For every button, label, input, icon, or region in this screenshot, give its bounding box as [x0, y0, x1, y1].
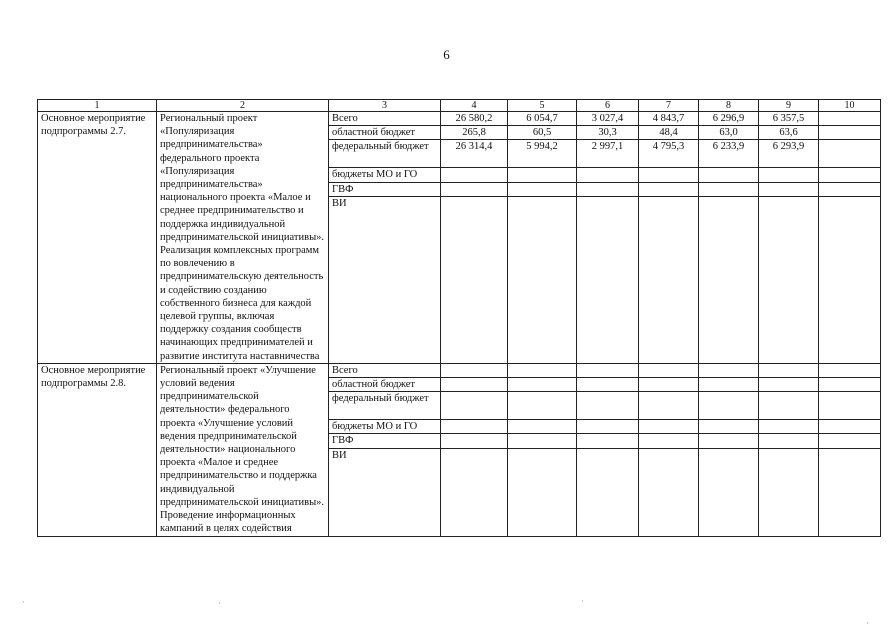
- value-cell: [759, 378, 819, 392]
- value-cell: 26 580,2: [441, 112, 508, 126]
- value-cell: [759, 448, 819, 536]
- value-cell: [759, 168, 819, 182]
- value-cell: [508, 420, 577, 434]
- value-cell: [759, 363, 819, 377]
- value-cell: [577, 420, 639, 434]
- value-cell: [508, 378, 577, 392]
- value-cell: [759, 434, 819, 448]
- value-cell: [699, 448, 759, 536]
- value-cell: [819, 182, 881, 196]
- column-header: 9: [759, 100, 819, 112]
- table-row: [38, 363, 881, 377]
- value-cell: 30,3: [577, 126, 639, 140]
- scan-speck: ·: [581, 596, 584, 606]
- funding-source: бюджеты МО и ГО: [329, 420, 441, 434]
- value-cell: [508, 196, 577, 363]
- value-cell: [577, 363, 639, 377]
- value-cell: [577, 448, 639, 536]
- value-cell: [508, 434, 577, 448]
- value-cell: [819, 126, 881, 140]
- value-cell: [819, 196, 881, 363]
- value-cell: [699, 378, 759, 392]
- value-cell: [819, 434, 881, 448]
- value-cell: [699, 363, 759, 377]
- scan-speck: ·: [866, 618, 869, 628]
- value-cell: [577, 378, 639, 392]
- column-header: 1: [38, 100, 157, 112]
- page-number: 6: [443, 47, 450, 62]
- value-cell: [759, 420, 819, 434]
- funding-source: Всего: [329, 112, 441, 126]
- value-cell: [577, 434, 639, 448]
- value-cell: [819, 168, 881, 182]
- project-description-cell: Региональный проект «Популяризация предпринимательства» федерального проекта «Популяризация предпринимательства» национального проекта «Малое и среднее предпринимательство и поддержка индивидуальной предпринимательской инициативы». Реализация комплексных программ по вовлечению в предпринимательскую деятельность и содействию созданию собственного бизнеса для каждой целевой группы, включая поддержку создания сообществ начинающих предпринимателей и развитие института наставничества: [157, 112, 329, 364]
- value-cell: 63,6: [759, 126, 819, 140]
- value-cell: [639, 392, 699, 420]
- value-cell: [759, 182, 819, 196]
- value-cell: [699, 420, 759, 434]
- value-cell: [699, 434, 759, 448]
- funding-source: областной бюджет: [329, 126, 441, 140]
- value-cell: [577, 168, 639, 182]
- value-cell: [699, 182, 759, 196]
- value-cell: [819, 378, 881, 392]
- value-cell: 3 027,4: [577, 112, 639, 126]
- value-cell: [819, 448, 881, 536]
- value-cell: 6 293,9: [759, 140, 819, 168]
- funding-source: ГВФ: [329, 434, 441, 448]
- value-cell: [639, 448, 699, 536]
- value-cell: 2 997,1: [577, 140, 639, 168]
- table-row: [38, 112, 881, 126]
- value-cell: [639, 420, 699, 434]
- column-header: 8: [699, 100, 759, 112]
- value-cell: [577, 182, 639, 196]
- value-cell: [639, 434, 699, 448]
- funding-source: федеральный бюджет: [329, 140, 441, 168]
- value-cell: [819, 392, 881, 420]
- value-cell: 26 314,4: [441, 140, 508, 168]
- value-cell: 4 843,7: [639, 112, 699, 126]
- value-cell: [759, 392, 819, 420]
- value-cell: 5 994,2: [508, 140, 577, 168]
- column-header: 4: [441, 100, 508, 112]
- value-cell: [441, 168, 508, 182]
- value-cell: [699, 168, 759, 182]
- value-cell: [508, 363, 577, 377]
- value-cell: [441, 378, 508, 392]
- column-header: 6: [577, 100, 639, 112]
- value-cell: [759, 196, 819, 363]
- value-cell: 4 795,3: [639, 140, 699, 168]
- value-cell: [508, 392, 577, 420]
- funding-source: областной бюджет: [329, 378, 441, 392]
- scan-speck: ·: [218, 598, 221, 608]
- value-cell: [639, 168, 699, 182]
- column-header: 3: [329, 100, 441, 112]
- funding-source: Всего: [329, 363, 441, 377]
- value-cell: 265,8: [441, 126, 508, 140]
- value-cell: 6 233,9: [699, 140, 759, 168]
- project-description-cell: Региональный проект «Улучшение условий ведения предпринимательской деятельности» федерального проекта «Улучшение условий ведения предпринимательской деятельности» национального проекта «Малое и среднее предпринимательство и поддержка индивидуальной предпринимательской инициативы». Проведение информационных кампаний в целях содействия: [157, 363, 329, 536]
- value-cell: [441, 196, 508, 363]
- value-cell: [441, 434, 508, 448]
- column-header: 7: [639, 100, 699, 112]
- column-number-row: [38, 100, 881, 112]
- budget-table: [37, 99, 881, 537]
- funding-source: ВИ: [329, 196, 441, 363]
- value-cell: [508, 448, 577, 536]
- value-cell: 6 357,5: [759, 112, 819, 126]
- value-cell: [508, 168, 577, 182]
- value-cell: [441, 392, 508, 420]
- value-cell: [577, 392, 639, 420]
- activity-cell: Основное мероприятие подпрограммы 2.8.: [38, 363, 157, 536]
- funding-source: ВИ: [329, 448, 441, 536]
- value-cell: [441, 420, 508, 434]
- activity-cell: Основное мероприятие подпрограммы 2.7.: [38, 112, 157, 364]
- value-cell: [819, 363, 881, 377]
- column-header: 5: [508, 100, 577, 112]
- column-header: 10: [819, 100, 881, 112]
- value-cell: [639, 196, 699, 363]
- value-cell: [508, 182, 577, 196]
- value-cell: [819, 420, 881, 434]
- funding-source: федеральный бюджет: [329, 392, 441, 420]
- value-cell: 63,0: [699, 126, 759, 140]
- funding-source: бюджеты МО и ГО: [329, 168, 441, 182]
- value-cell: [699, 392, 759, 420]
- value-cell: [441, 182, 508, 196]
- value-cell: [819, 140, 881, 168]
- column-header: 2: [157, 100, 329, 112]
- value-cell: [639, 182, 699, 196]
- value-cell: [441, 363, 508, 377]
- value-cell: 6 296,9: [699, 112, 759, 126]
- funding-source: ГВФ: [329, 182, 441, 196]
- value-cell: 48,4: [639, 126, 699, 140]
- value-cell: 60,5: [508, 126, 577, 140]
- value-cell: [639, 378, 699, 392]
- scan-speck: ·: [22, 597, 25, 607]
- value-cell: [639, 363, 699, 377]
- value-cell: 6 054,7: [508, 112, 577, 126]
- value-cell: [699, 196, 759, 363]
- value-cell: [441, 448, 508, 536]
- value-cell: [819, 112, 881, 126]
- value-cell: [577, 196, 639, 363]
